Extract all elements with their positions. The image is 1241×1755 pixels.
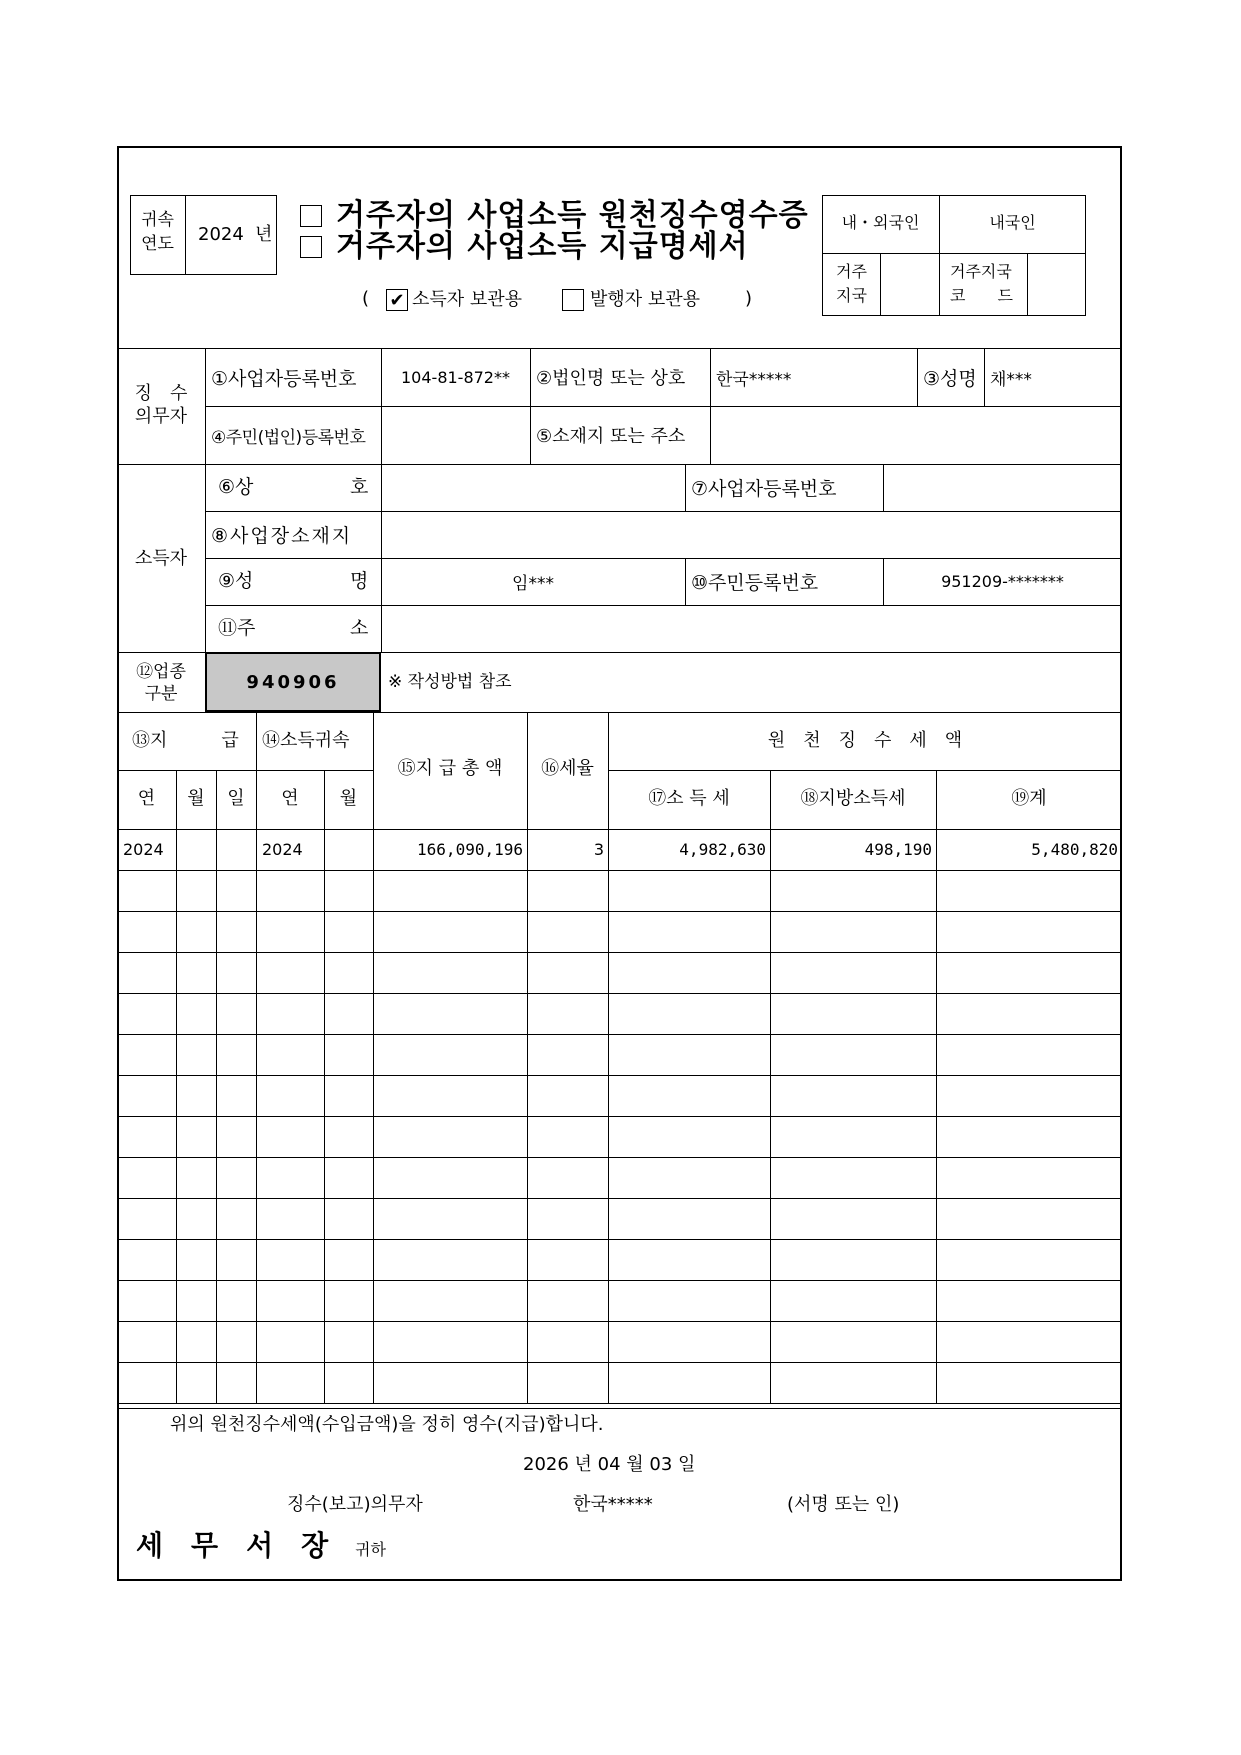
table-cell [527, 1280, 608, 1321]
table-cell [373, 993, 527, 1034]
table-cell [117, 1321, 176, 1362]
issuer-copy-checkbox[interactable] [562, 289, 584, 311]
table-cell [324, 993, 373, 1034]
table-cell [770, 1362, 936, 1403]
table-cell [176, 1198, 216, 1239]
table-cell: 498,190 [864, 840, 932, 859]
header-withholding: 원 천 징 수 세 액 [767, 730, 963, 751]
earner-biz-location-value [381, 511, 1122, 558]
table-cell [527, 1075, 608, 1116]
keep-open-paren: ( [362, 288, 370, 309]
table-cell [176, 1280, 216, 1321]
payer-reg-no-label: ①사업자등록번호 [211, 367, 357, 390]
footer-payer-name: 한국***** [573, 1494, 653, 1515]
table-cell [608, 1157, 770, 1198]
table-cell [608, 1034, 770, 1075]
table-cell [527, 1198, 608, 1239]
industry-note: ※ 작성방법 참조 [388, 672, 512, 692]
nat-vline-1 [939, 195, 940, 316]
table-cell [324, 1034, 373, 1075]
table-cell [176, 1034, 216, 1075]
table-cell [936, 952, 1122, 993]
nationality-value: 내국인 [989, 213, 1036, 232]
table-cell [256, 1116, 324, 1157]
table-cell [117, 911, 176, 952]
table-cell [256, 1362, 324, 1403]
table-cell [324, 1321, 373, 1362]
industry-code-text: 940906 [246, 671, 340, 693]
table-cell [216, 1157, 256, 1198]
table-cell [770, 1157, 936, 1198]
table-cell [527, 1362, 608, 1403]
table-cell [770, 1198, 936, 1239]
table-cell [373, 1075, 527, 1116]
table-cell [527, 1321, 608, 1362]
table-cell [770, 1116, 936, 1157]
table-cell [608, 1198, 770, 1239]
table-cell [117, 993, 176, 1034]
line-1408 [117, 1408, 1122, 1409]
table-cell [936, 1116, 1122, 1157]
table-cell [770, 1280, 936, 1321]
table-cell [936, 911, 1122, 952]
nat-vline-2 [880, 253, 881, 316]
table-cell [216, 1280, 256, 1321]
table-cell [117, 1239, 176, 1280]
earner-biz-location-label: ⑧사업장소재지 [211, 525, 353, 547]
table-cell [256, 1157, 324, 1198]
table-cell [176, 1116, 216, 1157]
table-cell [936, 1280, 1122, 1321]
table-cell [608, 870, 770, 911]
table-cell [256, 1034, 324, 1075]
table-cell [256, 1075, 324, 1116]
table-cell [324, 870, 373, 911]
title-2: 거주자의 사업소득 지급명세서 [336, 229, 749, 264]
earner-section-label: 소득자 [134, 548, 188, 569]
table-cell [936, 1239, 1122, 1280]
table-cell [373, 1362, 527, 1403]
table-cell [216, 829, 256, 870]
table-cell [176, 1157, 216, 1198]
table-cell [936, 993, 1122, 1034]
residence-code-label-2: 코 드 [950, 286, 1013, 305]
table-cell [117, 1198, 176, 1239]
table-cell [176, 1075, 216, 1116]
industry-label-1: ⑫업종 [136, 662, 186, 682]
footer-office: 세 무 서 장 [136, 1529, 329, 1562]
line-712 [117, 712, 1122, 713]
issuer-copy-label: 발행자 보관용 [590, 289, 701, 310]
table-cell [176, 952, 216, 993]
footer-date: 2026 년 04 월 03 일 [523, 1454, 696, 1475]
table-cell [770, 870, 936, 911]
line-770 [608, 770, 1122, 771]
footer-office-suffix: 귀하 [355, 1540, 386, 1559]
table-cell [117, 952, 176, 993]
table-cell [324, 1116, 373, 1157]
earner-v-205 [205, 464, 206, 652]
table-cell [216, 1034, 256, 1075]
table-cell [770, 1034, 936, 1075]
table-cell [770, 993, 936, 1034]
table-cell [527, 1239, 608, 1280]
header-attr-year: 연 [281, 788, 299, 809]
residence-label-1: 거주 [836, 262, 867, 281]
table-cell [770, 1239, 936, 1280]
table-cell: 2024 [262, 840, 303, 859]
earner-name-label-2: 명 [350, 570, 369, 592]
table-cell [216, 1075, 256, 1116]
table-cell [256, 911, 324, 952]
table-cell [324, 1075, 373, 1116]
table-cell [373, 1034, 527, 1075]
table-cell [324, 1157, 373, 1198]
title-2-checkbox[interactable] [300, 236, 322, 258]
table-cell [527, 952, 608, 993]
payer-address-label: ⑤소재지 또는 주소 [536, 426, 686, 447]
table-cell [117, 1075, 176, 1116]
header-sum: ⑲계 [1011, 788, 1047, 809]
payer-reg-no-value: 104-81-872** [401, 367, 510, 387]
year-unit: 년 [255, 224, 273, 245]
table-cell [608, 1116, 770, 1157]
payer-name-label: ③성명 [923, 367, 977, 390]
table-cell [324, 1198, 373, 1239]
earner-name-value: 임*** [512, 574, 554, 594]
table-row-line [117, 1403, 1122, 1404]
table-cell [117, 1362, 176, 1403]
table-cell [216, 911, 256, 952]
table-cell [117, 870, 176, 911]
header-year: 연 [137, 788, 156, 809]
table-cell [373, 870, 527, 911]
earner-biz-reg-value [883, 464, 1122, 511]
table-cell [936, 1157, 1122, 1198]
table-cell [256, 993, 324, 1034]
footer-statement: 위의 원천징수세액(수입금액)을 정히 영수(지급)합니다. [170, 1414, 604, 1435]
table-cell [324, 1362, 373, 1403]
table-cell [770, 1321, 936, 1362]
table-cell [936, 1362, 1122, 1403]
table-cell [608, 993, 770, 1034]
table-cell [216, 993, 256, 1034]
table-cell [117, 1157, 176, 1198]
table-cell [608, 911, 770, 952]
table-cell [256, 1321, 324, 1362]
table-cell [527, 993, 608, 1034]
industry-code [205, 652, 381, 712]
table-cell [216, 870, 256, 911]
table-cell [770, 1075, 936, 1116]
year-label-2: 연도 [141, 234, 174, 254]
table-cell [373, 1280, 527, 1321]
table-cell [324, 829, 373, 870]
payer-resident-no-label: ④주민(법인)등록번호 [211, 427, 366, 448]
year-label-1: 귀속 [141, 210, 174, 230]
table-cell: 4,982,630 [679, 840, 766, 859]
table-cell: 5,480,820 [1031, 840, 1118, 859]
table-cell [608, 1239, 770, 1280]
header-rate: ⑯세율 [541, 758, 594, 779]
table-cell [324, 1280, 373, 1321]
table-cell [527, 1157, 608, 1198]
table-cell [176, 829, 216, 870]
table-cell [936, 1198, 1122, 1239]
table-cell [216, 1239, 256, 1280]
table-cell [216, 1362, 256, 1403]
header-local-tax: ⑱지방소득세 [800, 788, 906, 809]
footer-payer-label: 징수(보고)의무자 [287, 1494, 423, 1515]
table-cell [216, 1321, 256, 1362]
industry-label-2: 구분 [144, 684, 178, 704]
table-cell [608, 952, 770, 993]
table-cell [324, 911, 373, 952]
table-cell [527, 911, 608, 952]
table-cell [216, 952, 256, 993]
table-cell [527, 870, 608, 911]
earner-trade-name-label-2: 호 [350, 476, 369, 498]
payer-section-label-2: 의무자 [134, 406, 188, 427]
table-cell [373, 1198, 527, 1239]
header-day: 일 [227, 788, 245, 809]
table-cell [608, 1321, 770, 1362]
table-cell [770, 952, 936, 993]
residence-code-label-1: 거주지국 [950, 262, 1012, 281]
header-attr-month: 월 [339, 788, 358, 809]
table-cell [176, 870, 216, 911]
table-cell [176, 1321, 216, 1362]
header-attr: ⑭소득귀속 [262, 730, 350, 751]
table-cell: 166,090,196 [417, 840, 523, 859]
table-cell [176, 911, 216, 952]
table-cell [373, 911, 527, 952]
table-cell [373, 1321, 527, 1362]
table-cell [256, 1198, 324, 1239]
year-divider [185, 195, 186, 275]
table-cell [256, 1239, 324, 1280]
header-total: ⑮지 급 총 액 [397, 758, 503, 779]
table-cell [936, 1321, 1122, 1362]
title-1: 거주자의 사업소득 원천징수영수증 [336, 198, 809, 233]
earner-trade-name-label-1: ⑥상 [218, 476, 254, 498]
earner-address-label-1: ⑪주 [218, 617, 256, 639]
earner-resident-no-value: 951209-******* [941, 572, 1064, 591]
nat-hline [822, 253, 1086, 254]
holder-copy-checkbox[interactable] [386, 289, 408, 311]
table-cell [256, 952, 324, 993]
table-cell [527, 1116, 608, 1157]
table-cell [936, 1075, 1122, 1116]
payer-section-label-1: 징 수 [134, 383, 188, 404]
year-value: 2024 [198, 224, 244, 245]
table-cell [608, 1362, 770, 1403]
table-cell [256, 1280, 324, 1321]
table-cell: 3 [593, 840, 604, 859]
header-month: 월 [187, 788, 205, 809]
table-cell [324, 952, 373, 993]
payer-resident-no-value [381, 406, 530, 464]
table-cell [176, 1239, 216, 1280]
table-cell [216, 1116, 256, 1157]
check-icon: ✔ [389, 289, 405, 311]
table-cell [176, 993, 216, 1034]
table-cell [936, 1034, 1122, 1075]
table-cell: 2024 [123, 840, 164, 859]
table-cell [608, 1075, 770, 1116]
payer-corp-name-label: ②법인명 또는 상호 [536, 368, 686, 389]
table-cell [527, 1034, 608, 1075]
payer-name-value: 채*** [990, 369, 1032, 390]
table-cell [117, 1280, 176, 1321]
earner-name-label-1: ⑨성 [218, 570, 254, 592]
earner-address-label-2: 소 [350, 617, 369, 639]
table-cell [373, 1239, 527, 1280]
header-pay: ⑬지 급 [132, 730, 239, 751]
table-cell [936, 870, 1122, 911]
footer-sign-label: (서명 또는 인) [787, 1494, 900, 1515]
earner-trade-name-value [381, 464, 685, 511]
title-1-checkbox[interactable] [300, 205, 322, 227]
earner-biz-reg-label: ⑦사업자등록번호 [691, 478, 837, 500]
holder-copy-label: 소득자 보관용 [412, 289, 523, 310]
header-income-tax: ⑰소 득 세 [648, 788, 730, 809]
table-cell [176, 1362, 216, 1403]
table-cell [608, 1280, 770, 1321]
table-cell [373, 1157, 527, 1198]
line-770-left [117, 770, 373, 771]
earner-address-value [381, 605, 1122, 652]
table-cell [256, 870, 324, 911]
earner-resident-no-label: ⑩주민등록번호 [691, 572, 819, 594]
keep-close-paren: ) [745, 288, 753, 309]
table-cell [770, 911, 936, 952]
payer-address-value [710, 406, 1122, 464]
table-cell [373, 952, 527, 993]
nat-vline-3 [1027, 253, 1028, 316]
residence-label-2: 지국 [836, 286, 867, 305]
table-cell [117, 1116, 176, 1157]
table-cell [117, 1034, 176, 1075]
table-cell [216, 1198, 256, 1239]
nationality-label: 내・외국인 [841, 213, 920, 232]
table-cell [373, 1116, 527, 1157]
payer-corp-name-value: 한국***** [716, 369, 792, 390]
table-cell [324, 1239, 373, 1280]
